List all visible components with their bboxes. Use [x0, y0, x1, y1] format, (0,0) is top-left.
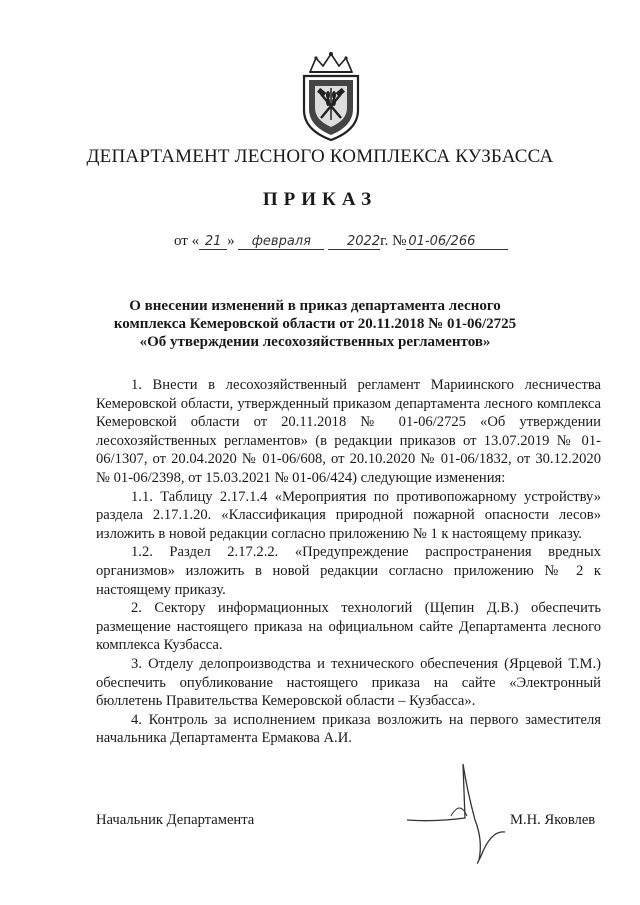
document-type: ПРИКАЗ — [262, 189, 378, 210]
order-year: 2022 — [328, 235, 380, 250]
paragraph-1-1: 1.1. Таблицу 2.17.1.4 «Мероприятия по противопожарному устройству» раздела 2.17.1.20. «Классификация природной пожарной опасности лесов» изложить в новой редакции согласно приложению № 1 к настоящему приказу. — [96, 488, 601, 542]
date-quote: » — [227, 233, 235, 249]
paragraph-4: 4. Контроль за исполнением приказа возложить на первого заместителя начальника Департамента Ермакова А.И. — [96, 711, 601, 747]
signatory-position: Начальник Департамента — [96, 812, 255, 828]
paragraph-1: 1. Внести в лесохозяйственный регламент Мариинского лесничества Кемеровской области, утвержденный приказом департамента лесного комплекса Кемеровской области от 20.11.2018 № 01-06/2725 «Об утверждении лесохозяйственных регламентов» (в редакции приказов от 13.07.2019 № 01-06/1307, от 20.04.2020 № 01-06/608, от 20.10.2020 № 01-06/1832, от 30.12.2020 № 01-06/2398, от 15.03.2021 № 01-06/424) следующие изменения: — [96, 377, 601, 486]
order-month: февраля — [238, 235, 324, 250]
paragraph-2: 2. Сектору информационных технологий (Щепин Д.В.) обеспечить размещение настоящего приказа на официальном сайте Департамента лесного комплекса Кузбасса. — [96, 600, 601, 654]
year-suffix: г. — [380, 233, 389, 249]
order-number: 01-06/266 — [406, 235, 508, 250]
paragraph-1-2: 1.2. Раздел 2.17.2.2. «Предупреждение распространения вредных организмов» изложить в новой редакции согласно приложению № 2 к настоящему приказу. — [96, 544, 601, 598]
paragraph-3: 3. Отделу делопроизводства и технического обеспечения (Ярцевой Т.М.) обеспечить опубликование настоящего приказа на сайте «Электронный бюллетень Правительства Кемеровской области – Кузбасса». — [96, 655, 601, 710]
order-body — [96, 376, 601, 748]
date-prefix: от « — [174, 233, 200, 249]
order-date-number — [174, 233, 508, 250]
order-day: 21 — [199, 235, 227, 250]
department-name: ДЕПАРТАМЕНТ ЛЕСНОГО КОМПЛЕКСА КУЗБАССА — [86, 146, 554, 167]
order-subject: О внесении изменений в приказ департамента лесного комплекса Кемеровской области от 20.11.2018 № 01-06/2725 «Об утверждении лесохозяйственных регламентов» — [113, 298, 517, 350]
coat-of-arms-icon — [296, 50, 366, 142]
signatory-name: М.Н. Яковлев — [510, 812, 596, 828]
number-label: № — [392, 233, 407, 249]
handwritten-signature — [405, 760, 510, 870]
